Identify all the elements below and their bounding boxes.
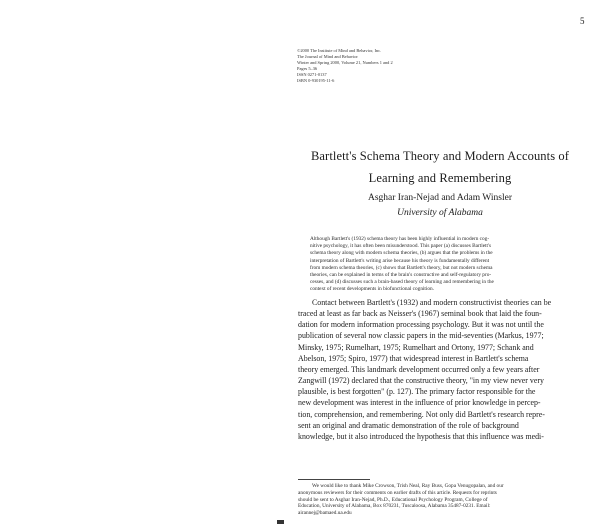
footnote-divider bbox=[298, 479, 370, 480]
publication-info-line: Winter and Spring 2000, Volume 21, Numbers 1 and 2 bbox=[297, 60, 393, 66]
abstract-line: nitive psychology, it has often been misunderstood. This paper (a) discusses Bartlett's bbox=[310, 243, 492, 250]
body-line: Abelson, 1975; Spiro, 1977) that widespread interest in Bartlett's schema bbox=[298, 353, 529, 363]
abstract bbox=[310, 236, 572, 294]
publication-info-line: The Journal of Mind and Behavior bbox=[297, 54, 358, 60]
footnote bbox=[298, 483, 584, 517]
abstract-line: cesses, and (d) discusses such a brain-based theory of learning and remembering in the bbox=[310, 279, 494, 286]
body-line: theory emerged. This landmark development occurred only a few years after bbox=[298, 364, 540, 374]
abstract-line: Although Bartlett's (1932) schema theory has been highly influential in modern cog- bbox=[310, 236, 490, 242]
body-line: Minsky, 1975; Rumelhart, 1975; Rumelhart and Ortony, 1977; Schank and bbox=[298, 342, 534, 352]
publication-info-line: ISBN 0-930195-11-6 bbox=[297, 78, 335, 84]
body-line: tion, comprehension, and remembering. Not only did Bartlett's research repre- bbox=[298, 409, 545, 419]
body-line: knowledge, but it also introduced the hypothesis that this influence was medi- bbox=[298, 431, 544, 441]
abstract-line: schema theory along with modern schema theories, (b) argues that the problems in the bbox=[310, 250, 493, 257]
footnote-line: should be sent to Asghar Iran-Nejad, Ph.D., Educational Psychology Program, College of bbox=[298, 496, 488, 503]
authors: Asghar Iran-Nejad and Adam Winsler bbox=[367, 193, 512, 203]
publication-info-line: ©2000 The Institute of Mind and Behavior, Inc. bbox=[297, 48, 382, 53]
footnote-line: anonymous reviewers for their comments on earlier drafts of this article. Requests for reprints bbox=[298, 489, 497, 496]
title-line: Bartlett's Schema Theory and Modern Accounts of bbox=[310, 149, 570, 163]
corner-mark bbox=[277, 520, 284, 524]
page-number: 5 bbox=[580, 16, 585, 26]
footnote-line: airannej@bamaed.ua.edu bbox=[298, 510, 352, 517]
paper-title bbox=[300, 145, 580, 189]
affiliation: University of Alabama bbox=[397, 208, 483, 218]
footnote-line: Education, University of Alabama, Box 870231, Tuscaloosa, Alabama 35487-0231. Email: bbox=[298, 503, 491, 510]
abstract-line: theories, can be explained in terms of the brain's constructive and self-regulatory pro- bbox=[310, 272, 492, 279]
body-line: Zangwill (1972) declared that the constructive theory, "in my view never very bbox=[298, 376, 544, 386]
body-line: publication of several now classic papers in the mid-seventies (Markus, 1977; bbox=[298, 331, 544, 341]
body-text bbox=[298, 297, 582, 442]
abstract-line: interpretation of Bartlett's writing arise because his theory is fundamentally different bbox=[310, 257, 490, 264]
body-line: dation for modern information processing psychology. But it was not until the bbox=[298, 320, 544, 330]
footnote-line: We would like to thank Mike Crowson, Trish Neal, Ray Buss, Gopa Venugopalan, and our bbox=[312, 483, 504, 489]
body-line: new development was interest in the influence of prior knowledge in percep- bbox=[298, 398, 541, 408]
abstract-line: context of recent developments in biofunctional cognition. bbox=[310, 286, 435, 293]
body-line: traced at least as far back as Neisser's (1967) seminal book that laid the foun- bbox=[298, 309, 542, 319]
publication-info bbox=[297, 48, 417, 85]
abstract-line: from modern schema theories, (c) shows that Bartlett's theory, but not modern schema bbox=[310, 264, 493, 271]
body-line: plausible, is best forgotten" (p. 127). The primary factor responsible for the bbox=[298, 387, 536, 397]
title-line: Learning and Remembering bbox=[368, 171, 512, 185]
body-line: Contact between Bartlett's (1932) and modern constructivist theories can be bbox=[312, 298, 552, 307]
publication-info-line: Pages 5–36 bbox=[297, 66, 318, 72]
body-line: sent an original and dramatic demonstration of the role of background bbox=[298, 420, 519, 430]
publication-info-line: ISSN 0271-0137 bbox=[297, 72, 327, 78]
